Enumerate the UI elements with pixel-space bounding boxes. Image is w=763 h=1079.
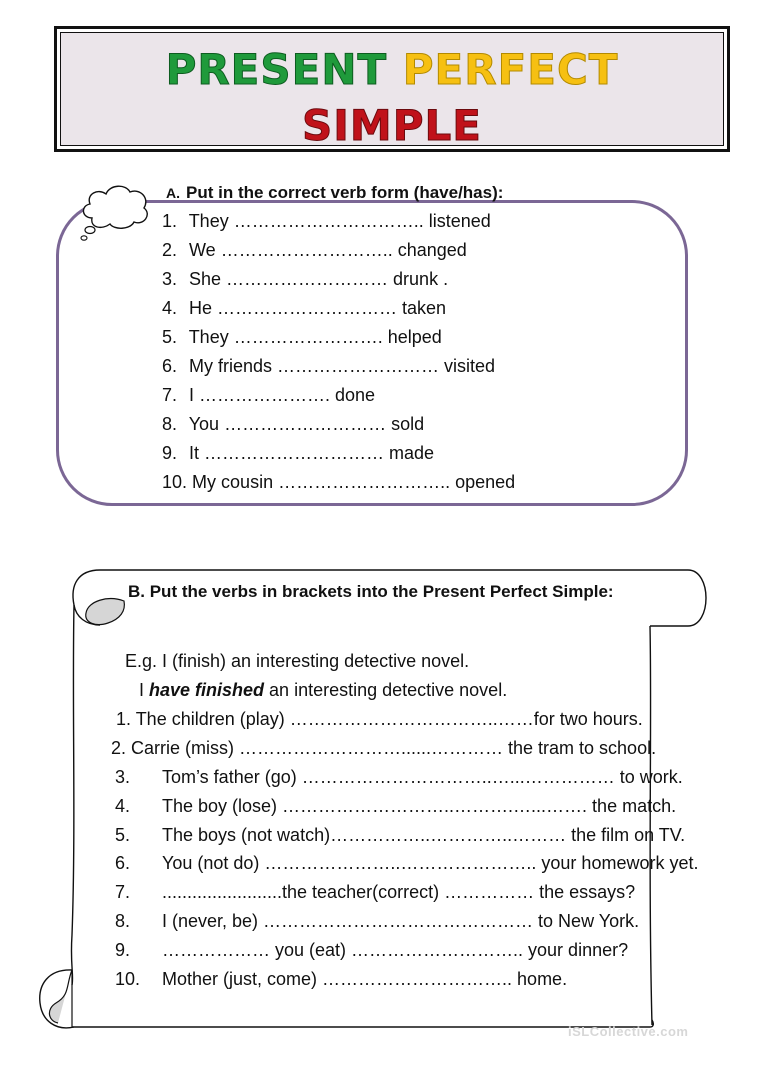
exercise-item-number: 6. (115, 853, 131, 873)
exercise-item-text: Mother (just, come) ………………………….. home. (162, 969, 568, 989)
section-a-letter: A. (166, 185, 180, 201)
example-answer (139, 679, 507, 701)
list-item (162, 352, 515, 381)
exercise-item-text: Tom’s father (go) …………………………..…...…………… to work. (162, 767, 683, 787)
example-answer-post: an interesting detective novel. (264, 680, 508, 700)
exercise-item-2: 2. Carrie (miss) ………………………......………… the tram to school. (111, 738, 657, 758)
example-question: E.g. I (finish) an interesting detective novel. (125, 651, 470, 671)
list-item (162, 265, 515, 294)
item-text: My cousin ……………………….. opened (192, 472, 516, 492)
exercise-item-text: You (not do) …………………..………………….. your homework yet. (162, 853, 699, 873)
item-text: They ……………………. helped (188, 327, 442, 347)
item-text: I …………………. done (189, 385, 376, 405)
title-line-1 (61, 47, 723, 93)
item-number: 10. (162, 472, 188, 492)
exercise-item-number: 10. (115, 969, 141, 989)
list-item (162, 207, 515, 236)
exercise-item-number: 5. (115, 825, 131, 845)
example-answer-pre: I (139, 680, 150, 700)
example-answer-bold: have finished (149, 680, 265, 700)
title-word-present: PRESENT (165, 45, 388, 94)
section-b-heading: B. Put the verbs in brackets into the Present Perfect Simple: (128, 582, 614, 601)
exercise-item-text: The boy (lose) ………………………..……….…...……. the match. (162, 796, 677, 816)
list-item (162, 381, 515, 410)
title-banner (54, 26, 730, 152)
thought-cloud-icon (78, 178, 152, 248)
item-text: You ……………………… sold (188, 414, 425, 434)
item-text: He ………………………… taken (189, 298, 447, 318)
list-item (162, 323, 515, 352)
exercise-item-number: 7. (115, 882, 131, 902)
title-line-2 (61, 103, 723, 149)
item-text: We ……………………….. changed (189, 240, 467, 260)
exercise-item-text: ........................the teacher(correct) …………… the essays? (162, 882, 636, 902)
item-text: They ………………………….. listened (188, 211, 491, 231)
exercise-item-1: 1. The children (play) ……………………………..……for two hours. (116, 709, 643, 729)
exercise-item-text: ……………… you (eat) ……………………….. your dinner? (162, 940, 629, 960)
title-word-perfect: PERFECT (402, 45, 619, 94)
list-item (162, 410, 515, 439)
exercise-item-text: The boys (not watch)……………..…………..……… the film on TV. (162, 825, 686, 845)
exercise-item-number: 4. (115, 796, 131, 816)
item-number: 2. (162, 240, 178, 260)
exercise-item-number: 9. (115, 940, 131, 960)
item-number: 3. (162, 269, 178, 289)
exercise-item-number: 3. (115, 767, 131, 787)
title-word-simple: SIMPLE (302, 101, 482, 150)
item-number: 4. (162, 298, 178, 318)
exercise-item-number: 8. (115, 911, 131, 931)
item-number: 1. (162, 211, 178, 231)
exercise-item-text: I (never, be) ……………………………………… to New York. (162, 911, 640, 931)
list-item (162, 236, 515, 265)
item-number: 9. (162, 443, 178, 463)
title-banner-inner (60, 32, 724, 150)
item-text: My friends ……………………… visited (189, 356, 496, 376)
section-a-list (162, 207, 515, 497)
item-text: She ……………………… drunk . (189, 269, 449, 289)
list-item (162, 294, 515, 323)
watermark: iSLCollective.com (568, 1024, 689, 1039)
item-number: 5. (162, 327, 178, 347)
item-text: It ………………………… made (189, 443, 435, 463)
item-number: 6. (162, 356, 178, 376)
item-number: 8. (162, 414, 178, 434)
section-a-heading (166, 182, 503, 204)
section-a-instruction: Put in the correct verb form (have/has): (186, 183, 504, 202)
item-number: 7. (162, 385, 178, 405)
list-item (162, 468, 515, 497)
list-item (162, 439, 515, 468)
